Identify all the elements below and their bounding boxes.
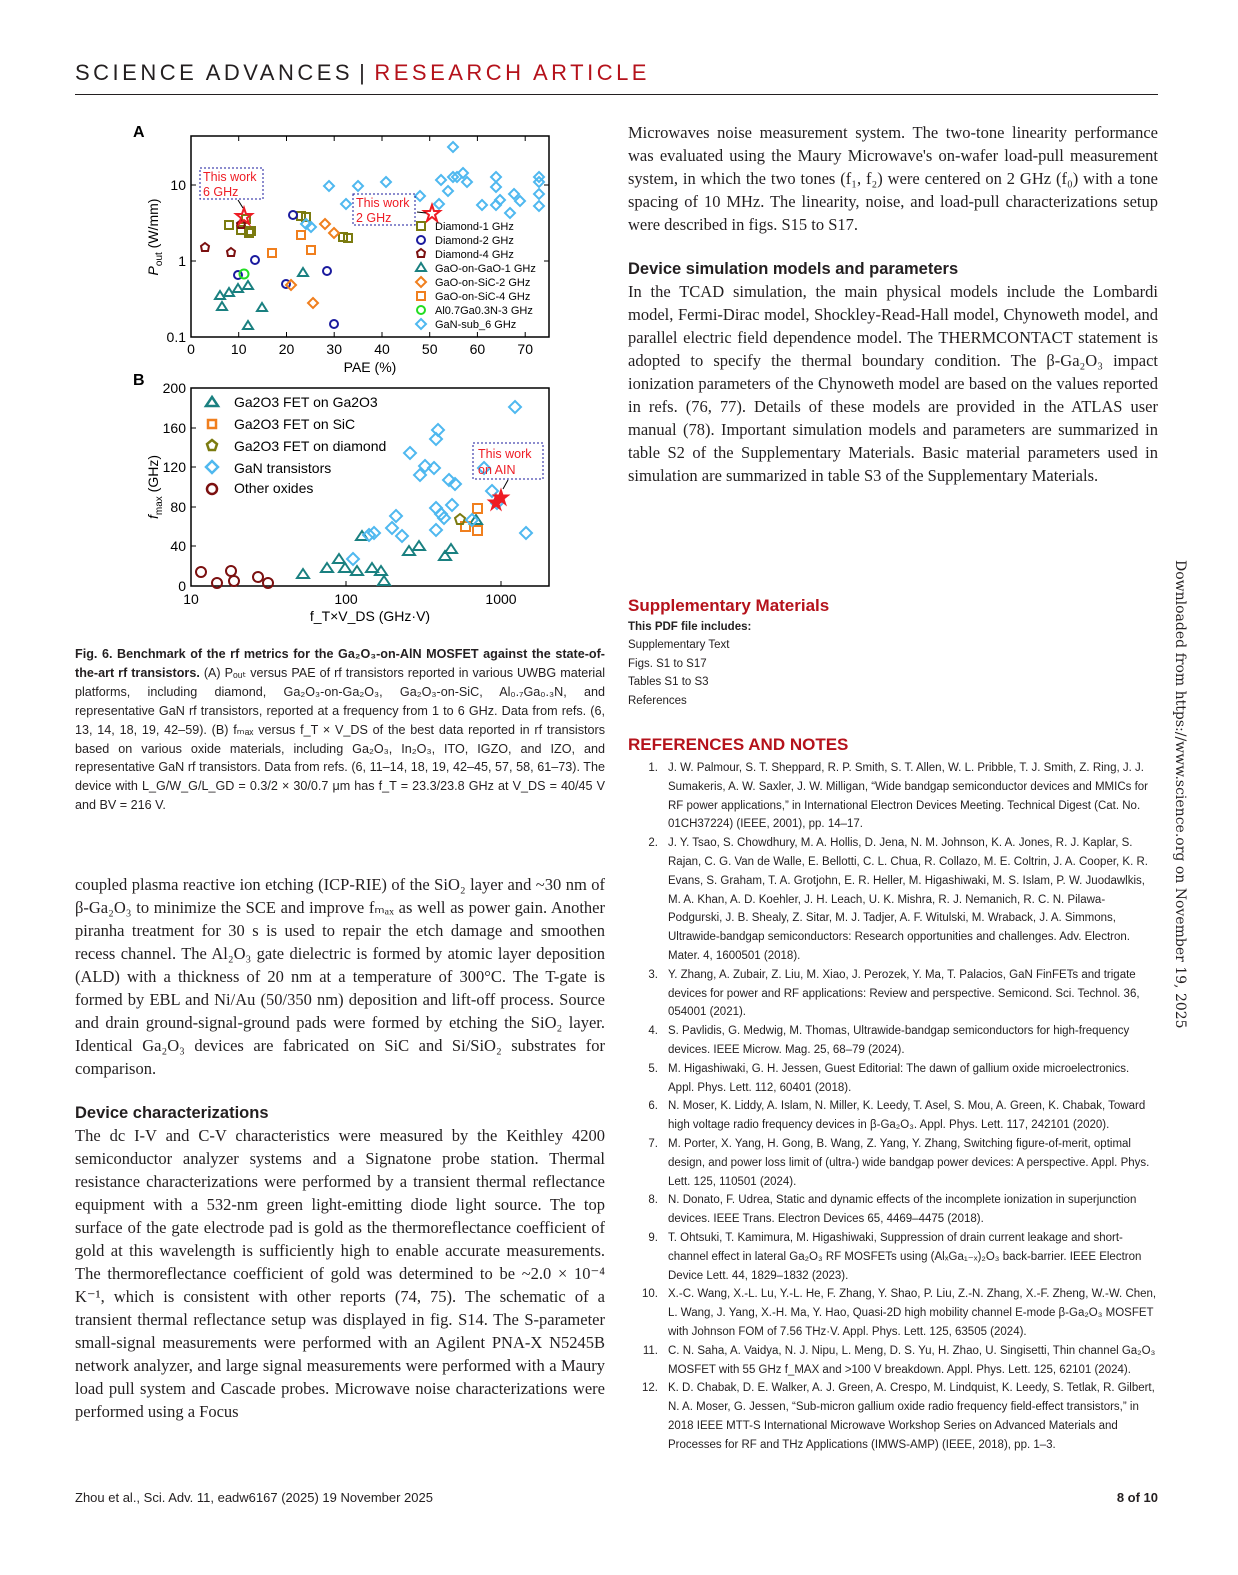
svg-text:Other oxides: Other oxides xyxy=(234,480,314,496)
reference-item: 4. S. Pavlidis, G. Medwig, M. Thomas, Ultrawide-bandgap semiconductors for high-frequency devices. IEEE Microw. Mag. 25, 68–79 (2024). xyxy=(648,1025,1130,1056)
svg-text:200: 200 xyxy=(162,380,186,396)
panel-a-xlabel: PAE (%) xyxy=(343,359,397,375)
svg-text:120: 120 xyxy=(162,459,186,475)
references-section xyxy=(628,735,1158,1454)
running-header xyxy=(75,60,650,86)
download-watermark: Downloaded from https://www.science.org on November 19, 2025 xyxy=(1172,560,1188,1029)
svg-text:1: 1 xyxy=(178,253,186,269)
annotation-6ghz xyxy=(200,168,263,208)
svg-text:This work: This work xyxy=(356,196,410,210)
annotation-aln xyxy=(473,443,543,489)
reference-item: 12. K. D. Chabak, D. E. Walker, A. J. Green, A. Crespo, M. Lindquist, K. Leedy, S. Tetlak, R. Gilbert, N. A. Moser, G. Jessen, “Sub-micron gallium oxide radio frequency field-effect transistors,” in 2018 IEEE MTT-S International Microwave Workshop Series on Advanced Materials and Processes for RF and THz Applications (IMWS-AMP) (IEEE, 2018), pp. 1–3. xyxy=(642,1382,1155,1451)
svg-text:This work: This work xyxy=(203,170,257,184)
svg-text:on AIN: on AIN xyxy=(478,463,516,477)
reference-item: 11. C. N. Saha, A. Vaidya, N. J. Nipu, L. Meng, D. S. Yu, H. Zhao, U. Singisetti, Thin channel Ga₂O₃ MOSFET with 55 GHz f_MAX and >100 V breakdown. Appl. Phys. Lett. 125, 62101 (2024). xyxy=(642,1344,1156,1376)
svg-text:20: 20 xyxy=(278,341,295,357)
svg-text:GaO-on-GaO-1 GHz: GaO-on-GaO-1 GHz xyxy=(435,263,536,275)
svg-text:6 GHz: 6 GHz xyxy=(203,185,239,199)
supplementary-materials xyxy=(628,596,1158,710)
body-paragraph: The dc I-V and C-V characteristics were measured by the Keithley 4200 semiconductor analyzer systems and a Signatone probe station. Thermal resistance characterizations were performed by a transient thermal reflectance equipment with a 532-nm green light-emitting diode light source. The top surface of the gate electrode pad is gold as the thermoreflectance coefficient of gold at this wavelength is sufficiently high to enable accurate measurements. The thermoreflectance coefficient of gold was determined to be ~2.0 × 10⁻⁴ K⁻¹, which is consistent with other reports (74, 75). The schematic of a transient thermal reflectance setup was displayed in fig. S14. The S-parameter small-signal measurements were performed with an Agilent PNA-X N5245B network analyzer, and large signal measurements were performed with a Maury load pull system and Cascade probes. Microwave noise characterizations were performed using a Focus xyxy=(75,1126,605,1421)
panel-a-label: A xyxy=(133,124,145,141)
panel-a-ylabel: $P_{out}$ (W/mm) xyxy=(145,198,165,276)
series-this-work-b xyxy=(488,489,509,510)
svg-text:GaO-on-SiC-2 GHz: GaO-on-SiC-2 GHz xyxy=(435,277,531,289)
page-footer xyxy=(75,1490,1158,1505)
svg-text:40: 40 xyxy=(374,341,390,357)
series-gao-on-gao xyxy=(215,268,308,329)
reference-item: 6. N. Moser, K. Liddy, A. Islam, N. Miller, K. Leedy, T. Asel, S. Mou, A. Green, K. Chabak, Toward high voltage radio frequency devices in β-Ga₂O₃. Appl. Phys. Lett. 117, 242101 (2020). xyxy=(648,1100,1146,1132)
svg-text:GaO-on-SiC-4 GHz: GaO-on-SiC-4 GHz xyxy=(435,291,531,303)
series-gao-on-sic-4ghz xyxy=(268,231,315,257)
references-title: REFERENCES AND NOTES xyxy=(628,735,849,754)
svg-text:Ga2O3 FET on Ga2O3: Ga2O3 FET on Ga2O3 xyxy=(234,394,378,410)
supplementary-title: Supplementary Materials xyxy=(628,596,830,615)
svg-text:0: 0 xyxy=(178,578,186,594)
svg-text:160: 160 xyxy=(162,420,186,436)
svg-text:40: 40 xyxy=(170,538,186,554)
panel-b-legend xyxy=(206,394,386,496)
svg-text:10: 10 xyxy=(183,591,199,607)
header-rule xyxy=(75,94,1158,95)
svg-text:GaN transistors: GaN transistors xyxy=(234,460,332,476)
panel-b-ylabel: $f_{max}$ (GHz) xyxy=(145,454,165,520)
svg-text:2 GHz: 2 GHz xyxy=(356,211,392,225)
body-paragraph: coupled plasma reactive ion etching (ICP-RIE) of the SiO₂ layer and ~30 nm of β-Ga₂O₃ to minimize the SCE and improve fₘₐₓ as well as power gain. Another piranha treatment for 30 s is used to repair the etch damage and smoothen recess channel. The Al₂O₃ gate dielectric is formed by atomic layer deposition (ALD) with a thickness of 20 nm at a temperature of 300°C. The T-gate is formed by EBL and Ni/Au (50/350 nm) deposition and lift-off process. Source and drain ground-signal-ground pads were formed by etching the SiO₂ layer. Identical Ga₂O₃ devices are fabricated on SiC and Si/SiO₂ substrates for comparison. xyxy=(75,875,605,1078)
supplementary-item: Supplementary Text xyxy=(628,639,730,651)
section-heading-simulation: Device simulation models and parameters xyxy=(628,260,959,278)
left-column xyxy=(75,873,605,1423)
panel-a-legend xyxy=(416,221,536,331)
panel-b-label: B xyxy=(133,372,145,389)
header-separator: | xyxy=(359,60,369,85)
page-number: 8 of 10 xyxy=(1116,1490,1158,1505)
panel-b-xlabel: f_T×V_DS (GHz·V) xyxy=(309,608,431,624)
journal-name: SCIENCE ADVANCES xyxy=(75,60,354,85)
svg-text:Al0.7Ga0.3N-3 GHz: Al0.7Ga0.3N-3 GHz xyxy=(435,305,533,317)
reference-item: 2. J. Y. Tsao, S. Chowdhury, M. A. Hollis, D. Jena, N. M. Johnson, K. A. Jones, R. J. Kaplar, S. Rajan, C. G. Van de Walle, E. Bellotti, C. L. Chua, R. Collazo, M. E. Coltrin, J. A. Cooper, K. R. Evans, S. Graham, T. A. Grotjohn, E. R. Heller, M. Higashiwaki, M. S. Islam, P. W. Juodawlkis, M. A. Khan, A. D. Koehler, J. H. Leach, U. K. Mishra, R. J. Nemanich, R. C. N. Pilawa-Podgurski, J. B. Shealy, Z. Sitar, M. J. Tadjer, A. F. Witulski, M. Wraback, J. A. Simmons, Ultrawide-bandgap semiconductors: Research opportunities and challenges. Adv. Electron. Mater. 4, 1600501 (2018). xyxy=(648,837,1148,962)
reference-item: 5. M. Higashiwaki, G. H. Jessen, Guest Editorial: The dawn of gallium oxide microelectronics. Appl. Phys. Lett. 112, 60401 (2018). xyxy=(648,1062,1130,1094)
series-other-oxides xyxy=(196,566,273,588)
svg-text:100: 100 xyxy=(334,591,358,607)
series-gao-on-sic-2ghz xyxy=(286,219,339,308)
svg-text:30: 30 xyxy=(326,341,342,357)
svg-text:70: 70 xyxy=(517,341,533,357)
supplementary-includes: This PDF file includes: xyxy=(628,621,752,633)
panel-a-plot xyxy=(145,136,549,375)
svg-text:10: 10 xyxy=(170,177,186,193)
svg-text:Diamond-2 GHz: Diamond-2 GHz xyxy=(435,235,514,247)
section-heading-device-characterizations: Device characterizations xyxy=(75,1104,269,1122)
annotation-2ghz xyxy=(353,194,426,225)
svg-text:GaN-sub_6 GHz: GaN-sub_6 GHz xyxy=(435,319,517,331)
svg-text:10: 10 xyxy=(230,341,247,357)
svg-text:0.1: 0.1 xyxy=(166,329,186,345)
svg-text:Ga2O3 FET on SiC: Ga2O3 FET on SiC xyxy=(234,416,356,432)
reference-item: 3. Y. Zhang, A. Zubair, Z. Liu, M. Xiao, J. Perozek, Y. Ma, T. Palacios, GaN FinFETs and trigate devices for power and RF applications: Review and perspective. Semicond. Sci. Technol. 36, 054001 (2021). xyxy=(648,968,1140,1019)
right-column xyxy=(628,121,1158,487)
svg-text:Diamond-1 GHz: Diamond-1 GHz xyxy=(435,221,514,233)
panel-b-plot xyxy=(145,380,549,624)
svg-text:0: 0 xyxy=(187,341,195,357)
caption-text: (A) Pₒᵤₜ versus PAE of rf transistors reported in various UWBG material platforms, including diamond, Ga₂O₃-on-Ga₂O₃, Ga₂O₃-on-SiC, Al₀.₇Ga₀.₃N, and representative GaN rf transistors, reported at a frequency from 1 to 6 GHz. Data from refs. (6, 13, 14, 18, 19, 42–59). (B) fₘₐₓ versus f_T × V_DS of the best data reported in rf transistors based on various oxide materials, including Ga₂O₃, In₂O₃, ITO, IGZO, and IZO, and representative GaN rf transistors. Data from refs. (6, 11–14, 18, 19, 42–45, 57, 58, 61–73). The device with L_G/W_G/L_GD = 0.3/2 × 30/0.7 μm has f_T = 23.3/23.8 GHz at V_DS = 40/45 V and BV = 216 V. xyxy=(75,665,606,813)
series-gan-sub6 xyxy=(301,142,544,232)
body-paragraph: Microwaves noise measurement system. The two-tone linearity performance was evaluated using the Maury Microwave's on-wafer load-pull measurement system, in which the two tones (f₁, f₂) were centered on 2 GHz (f₀) with a tone spacing of 10 MHz. The linearity, noise, and load-pull characterizations setup were described in figs. S15 to S17. xyxy=(628,123,1158,234)
svg-text:Diamond-4 GHz: Diamond-4 GHz xyxy=(435,249,514,261)
reference-item: 1. J. W. Palmour, S. T. Sheppard, R. P. Smith, S. T. Allen, W. L. Pribble, T. J. Smith, Z. Ring, J. J. Sumakeris, A. W. Saxler, J. W. Milligan, “Wide bandgap semiconductor devices and MMICs for RF power applications,” in International Electron Devices Meeting. Technical Digest (Cat. No. 01CH37224) (IEEE, 2001), pp. 14–17. xyxy=(648,762,1148,831)
figure-6 xyxy=(130,120,560,630)
body-paragraph: In the TCAD simulation, the main physical models include the Lombardi model, Fermi-Dirac model, Shockley-Read-Hall model, Chynoweth model, and parallel electric field dependence model. The THERMCONTACT statement is adopted to specify the thermal boundary condition. The β-Ga₂O₃ impact ionization parameters of the Chynoweth model are based on the values reported in refs. (76, 77). Details of these models are provided in the ATLAS user manual (78). Important simulation models and parameters are summarized in table S2 of the Supplementary Materials. Basic material parameters used in simulation are summarized in table S3 of the Supplementary Materials. xyxy=(628,282,1158,485)
svg-text:60: 60 xyxy=(469,341,486,357)
figure-caption xyxy=(75,645,605,815)
svg-text:50: 50 xyxy=(421,341,438,357)
supplementary-item: References xyxy=(628,694,687,707)
svg-text:1000: 1000 xyxy=(485,591,517,607)
svg-text:80: 80 xyxy=(170,499,186,515)
svg-text:This work: This work xyxy=(478,447,532,461)
reference-item: 10. X.-C. Wang, X.-L. Lu, Y.-L. He, F. Zhang, Y. Shao, P. Liu, Z.-N. Zhang, X.-F. Zheng, W.-W. Chen, L. Wang, J. Yang, X.-H. Ma, Y. Hao, Quasi-2D high mobility channel E-mode β-Ga₂O₃ MOSFET with Johnson FOM of 7.56 THz·V. Appl. Phys. Lett. 125, 63505 (2024). xyxy=(642,1288,1157,1338)
reference-item: 7. M. Porter, X. Yang, H. Gong, B. Wang, Z. Yang, Y. Zhang, Switching figure-of-merit, optimal design, and power loss limit of (ultra-) wide bandgap power devices: A perspective. Appl. Phys. Lett. 125, 110501 (2024). xyxy=(648,1137,1150,1188)
reference-item: 8. N. Donato, F. Udrea, Static and dynamic effects of the incomplete ionization in superjunction devices. IEEE Trans. Electron Devices 65, 4469–4475 (2018). xyxy=(648,1194,1137,1226)
supplementary-item: Figs. S1 to S17 xyxy=(628,657,707,670)
article-type: RESEARCH ARTICLE xyxy=(374,60,650,85)
footer-citation: Zhou et al., Sci. Adv. 11, eadw6167 (2025) 19 November 2025 xyxy=(75,1490,433,1505)
caption-title: Fig. 6. Benchmark of the rf metrics for the Ga₂O₃-on-AlN MOSFET against the state-of-the-art rf transistors. xyxy=(75,647,605,680)
svg-text:Ga2O3 FET on diamond: Ga2O3 FET on diamond xyxy=(234,438,387,454)
supplementary-item: Tables S1 to S3 xyxy=(628,676,709,688)
reference-item: 9. T. Ohtsuki, T. Kamimura, M. Higashiwaki, Suppression of drain current leakage and short-channel effect in lateral Ga₂O₃ RF MOSFETs using (AlₓGa₁₋ₓ)₂O₃ back-barrier. IEEE Electron Device Lett. 44, 1829–1832 (2023). xyxy=(648,1231,1142,1282)
series-gan-transistors xyxy=(347,401,532,565)
